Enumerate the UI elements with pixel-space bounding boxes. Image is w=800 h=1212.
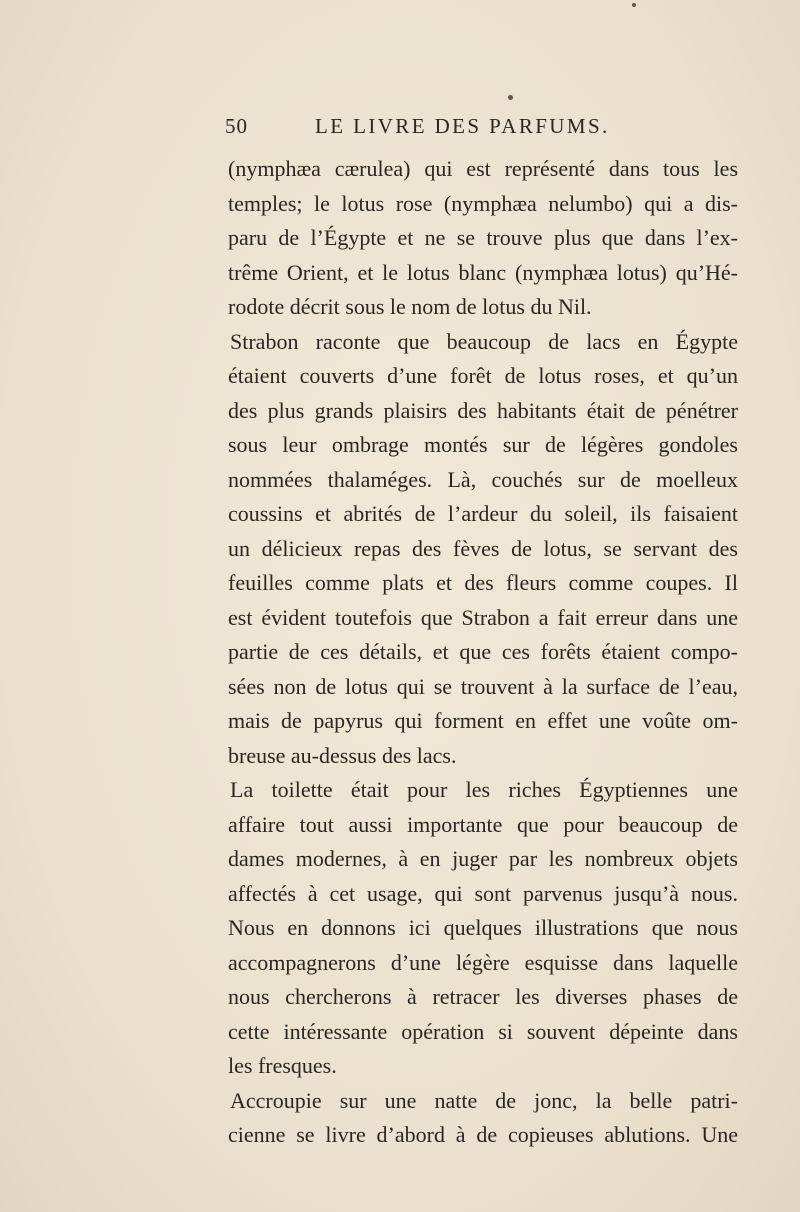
text-line: temples; le lotus rose (nymphæa nelumbo) qui a dis- <box>228 190 738 216</box>
ink-speck <box>508 95 513 100</box>
text-line: rodote décrit sous le nom de lotus du Nil. <box>228 294 592 319</box>
running-title: LE LIVRE DES PARFUMS. <box>315 114 610 138</box>
text-line: des plus grands plaisirs des habitants était de pénétrer <box>228 397 738 423</box>
text-line: Accroupie sur une natte de jonc, la belle patri- <box>230 1087 738 1113</box>
text-line: coussins et abrités de l’ardeur du soleil, ils faisaient <box>228 501 738 526</box>
text-line: paru de l’Égypte et ne se trouve plus que dans l’ex- <box>228 225 738 250</box>
text-line: affaire tout aussi importante que pour beaucoup de <box>228 811 738 837</box>
text-line: un délicieux repas des fèves de lotus, se servant des <box>228 535 738 561</box>
text-line: cette intéressante opération si souvent dépeinte dans <box>228 1018 738 1044</box>
text-line: partie de ces détails, et que ces forêts étaient compo- <box>228 639 738 664</box>
text-line: étaient couverts d’une forêt de lotus roses, et qu’un <box>228 363 738 388</box>
text-line: feuilles comme plats et des fleurs comme coupes. Il <box>228 570 738 595</box>
text-line: La toilette était pour les riches Égyptiennes une <box>230 777 738 802</box>
text-line: sous leur ombrage montés sur de légères gondoles <box>228 432 738 457</box>
text-line: nommées thalaméges. Là, couchés sur de moelleux <box>228 466 738 492</box>
text-line: cienne se livre d’abord à de copieuses ablutions. Une <box>228 1122 738 1147</box>
page-number: 50 <box>225 114 248 138</box>
text-line: breuse au-dessus des lacs. <box>228 742 457 768</box>
text-line: est évident toutefois que Strabon a fait erreur dans une <box>228 604 738 630</box>
text-line: affectés à cet usage, qui sont parvenus jusqu’à nous. <box>228 880 738 906</box>
text-line: nous chercherons à retracer les diverses phases de <box>228 984 738 1009</box>
text-line: dames modernes, à en juger par les nombreux objets <box>228 846 738 871</box>
text-line: (nymphæa cærulea) qui est représenté dans tous les <box>228 156 738 181</box>
text-line: Strabon raconte que beaucoup de lacs en Égypte <box>230 328 738 354</box>
text-line: trême Orient, et le lotus blanc (nymphæa lotus) qu’Hé- <box>228 259 738 285</box>
page-header <box>225 114 745 144</box>
text-line: les fresques. <box>228 1053 337 1078</box>
body-text <box>228 152 738 1153</box>
ink-speck <box>632 3 636 7</box>
text-line: Nous en donnons ici quelques illustrations que nous <box>228 915 738 940</box>
text-line: mais de papyrus qui forment en effet une voûte om- <box>228 708 738 733</box>
text-line: sées non de lotus qui se trouvent à la surface de l’eau, <box>228 673 738 699</box>
text-line: accompagnerons d’une légère esquisse dans laquelle <box>228 949 738 975</box>
